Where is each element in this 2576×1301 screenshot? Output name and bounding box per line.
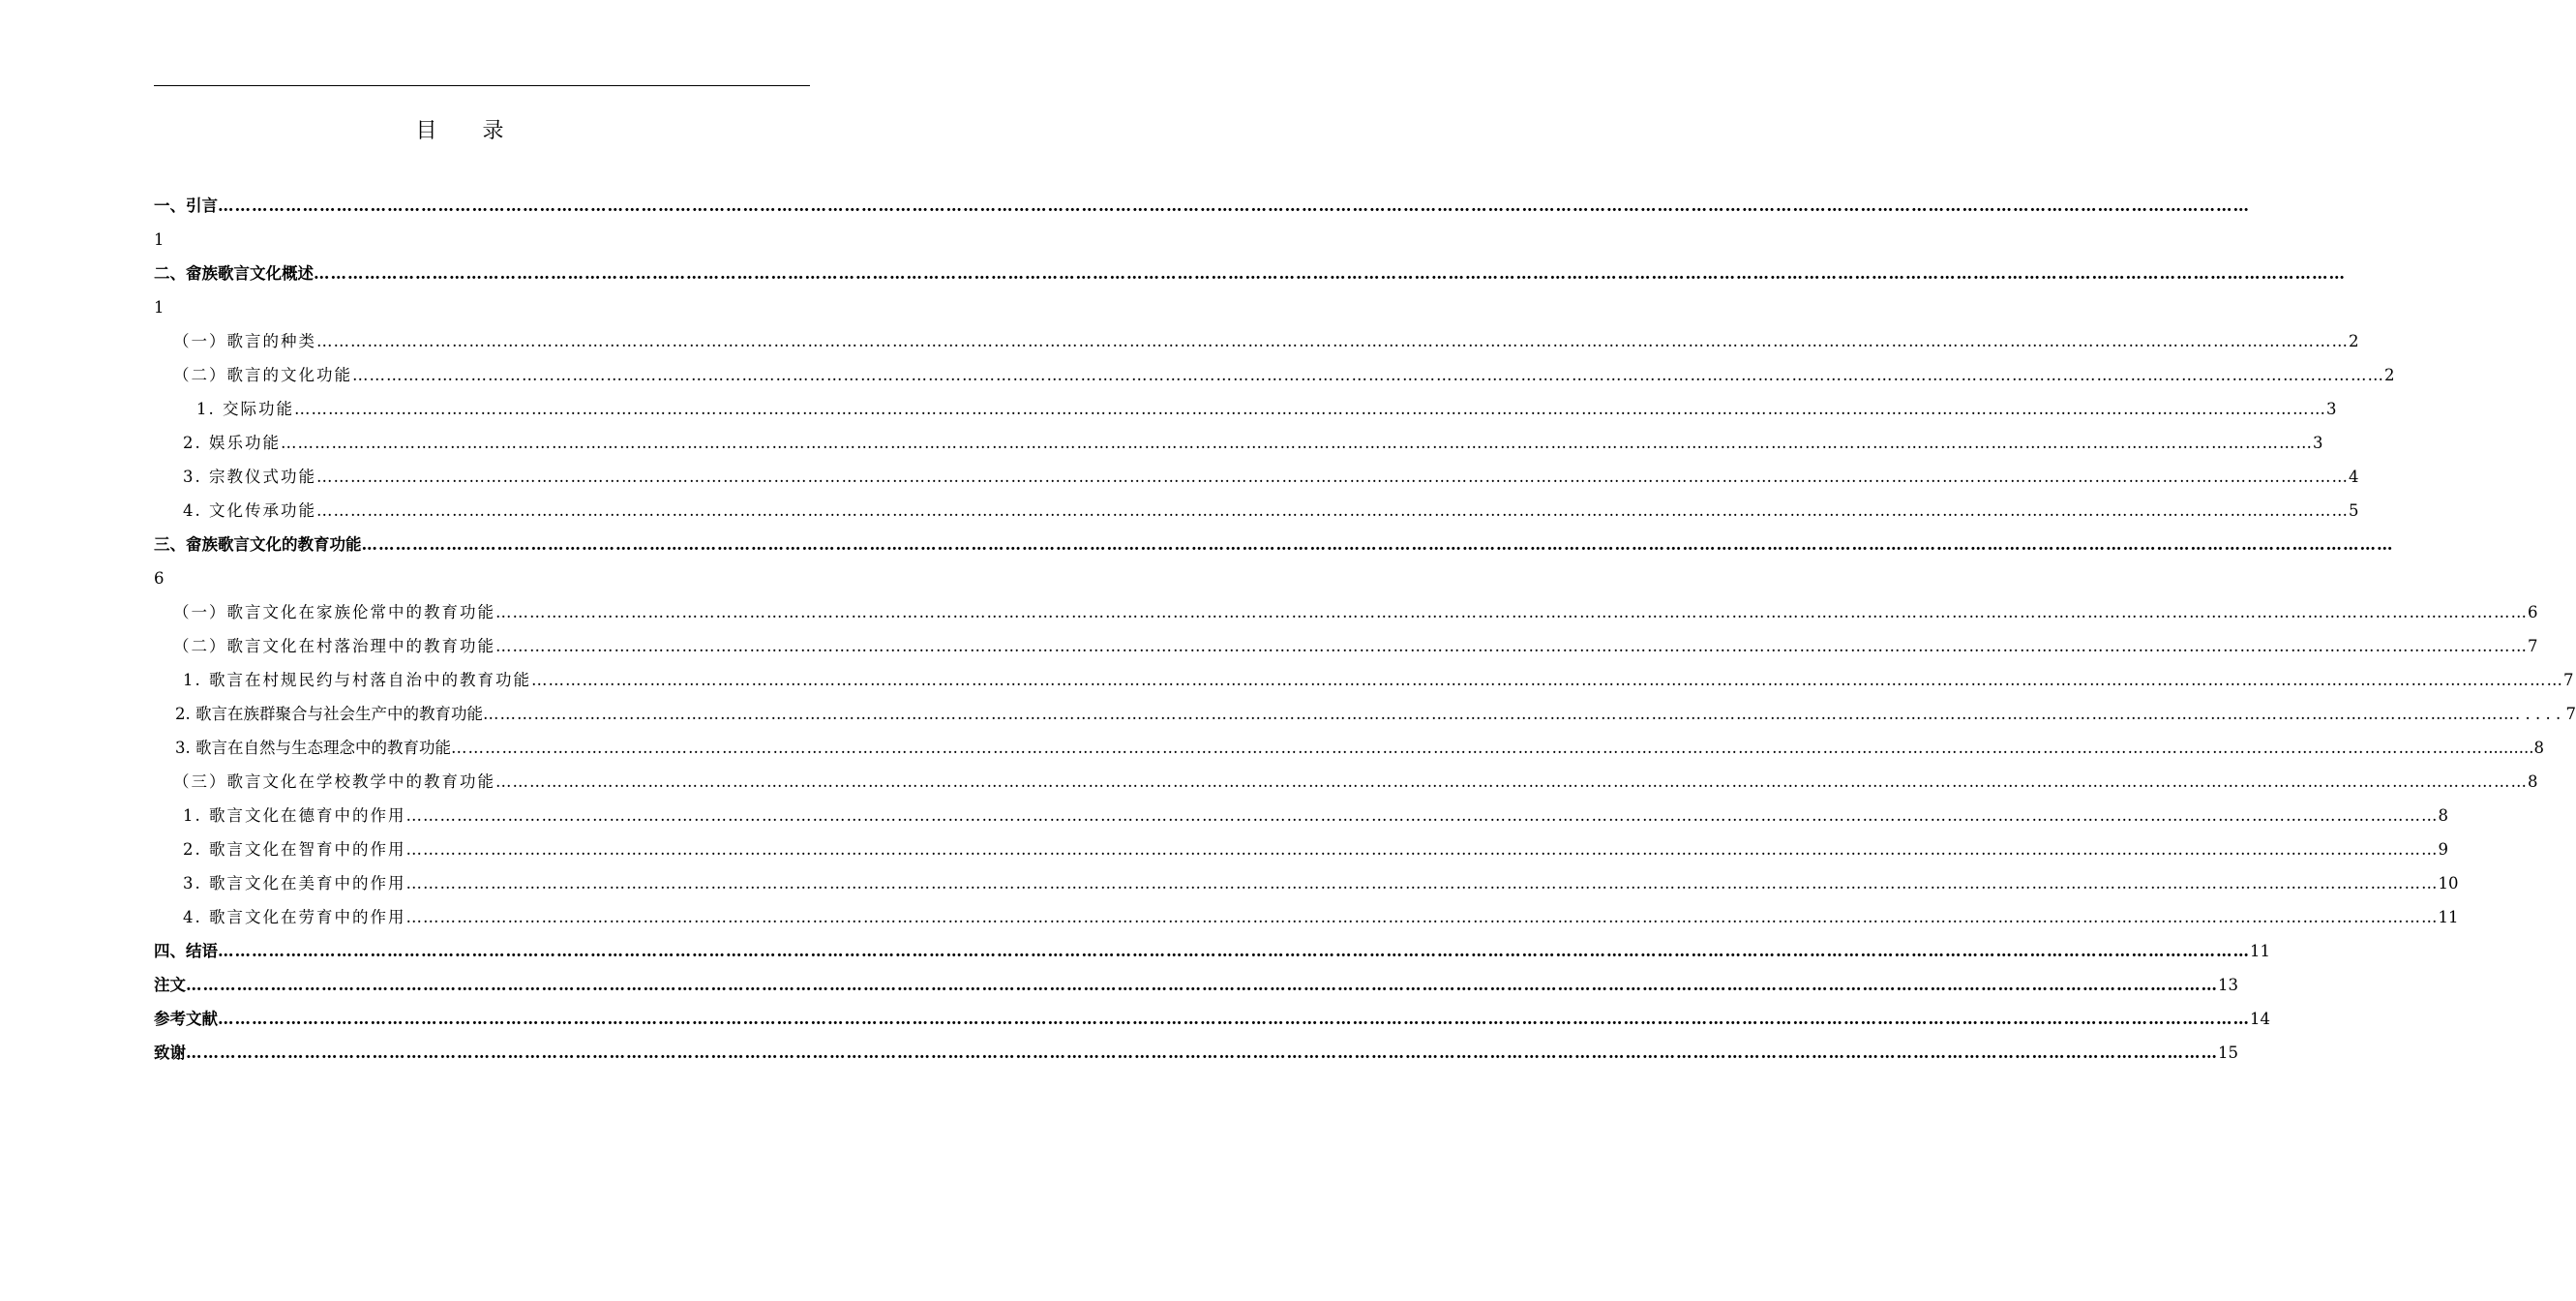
toc-page-number: 7 xyxy=(2528,637,2538,655)
toc-entry[interactable] xyxy=(154,318,2359,352)
toc-entry[interactable] xyxy=(154,183,2250,217)
toc-entry[interactable] xyxy=(154,962,2238,996)
toc-entry-label: 2. 歌言在族群聚合与社会生产中的教育功能 xyxy=(175,705,483,723)
toc-page-number: 3 xyxy=(2326,400,2337,418)
toc-entry-label: 致谢 xyxy=(154,1044,186,1062)
toc-dot-leader: ……………………………………………………………………………………………………………………………………………………………………………………………………………………………………………………………………………………………………………………………… xyxy=(495,772,2528,791)
toc-entry-label: 1. 歌言在村规民约与村落自治中的教育功能 xyxy=(183,671,531,689)
toc-entry-label: （三）歌言文化在学校教学中的教育功能 xyxy=(173,772,495,791)
toc-entry[interactable] xyxy=(154,996,2270,1030)
toc-entry-label: 4. 歌言文化在劳育中的作用 xyxy=(183,908,406,926)
toc-entry-label: 三、畲族歌言文化的教育功能 xyxy=(154,535,362,554)
toc-dot-leader: ……………………………………………………………………………………………………………………………………………………………………………………………………………………………………………………………………………………………………………………………… xyxy=(314,264,2346,283)
toc-entry-label: 2. 娱乐功能 xyxy=(183,434,281,452)
toc-dot-leader: ……………………………………………………………………………………………………………………………………………………………………………………………………………………………………………………………………………………………………………………………… xyxy=(186,976,2218,994)
toc-page-number: 2 xyxy=(2349,332,2359,350)
toc-dot-leader: ……………………………………………………………………………………………………………………………………………………………………………………………………………………………………………………………………………………………………………………………… xyxy=(495,637,2528,655)
toc-entry-label: （一）歌言文化在家族伦常中的教育功能 xyxy=(173,603,495,621)
toc-entry[interactable] xyxy=(154,793,2448,827)
toc-page-number: 11 xyxy=(2250,942,2270,960)
toc-entry[interactable] xyxy=(154,386,2337,420)
toc-entry[interactable] xyxy=(154,759,2538,793)
toc-page-number: 8 xyxy=(2528,772,2538,791)
toc-dot-leader: ……………………………………………………………………………………………………………………………………………………………………………………………………………………………………………………………………………………………………………………………… xyxy=(218,1010,2250,1028)
toc-entry[interactable] xyxy=(154,590,2538,623)
toc-dot-leader: ……………………………………………………………………………………………………………………………………………………………………………………………………………………………………………………………………………………………………………………………… xyxy=(405,806,2439,825)
toc-entry-label: 注文 xyxy=(154,976,186,994)
toc-entry-label: 3. 歌言文化在美育中的作用 xyxy=(183,874,406,893)
toc-entry-label: 一、引言 xyxy=(154,197,218,215)
toc-page-number: 1 xyxy=(154,230,165,249)
toc-page-number: 11 xyxy=(2438,908,2459,926)
toc-dot-leader: ……………………………………………………………………………………………………………………………………………………………………………………………………………………………………………………………………………………………………………………………… xyxy=(405,840,2439,859)
toc-page-number: ..........8 xyxy=(2483,739,2544,757)
toc-page-number: 15 xyxy=(2218,1044,2238,1062)
toc-entry[interactable] xyxy=(154,1030,2238,1064)
toc-entry[interactable] xyxy=(154,623,2538,657)
toc-dot-leader: ……………………………………………………………………………………………………………………………………………………………………………………………………………………………………………………………………………………………………………………………… xyxy=(316,501,2349,520)
toc-page-number: 2 xyxy=(2384,366,2395,384)
toc-entry-label: （二）歌言的文化功能 xyxy=(173,366,352,384)
toc-dot-leader: ……………………………………………………………………………………………………………………………………………………………………………………………………………………………………………………………………………………………………………………………… xyxy=(316,332,2349,350)
toc-page-number: 3 xyxy=(2313,434,2323,452)
toc-dot-leader: ……………………………………………………………………………………………………………………………………………………………………………………………………………………………………………………………………………………………………………………………… xyxy=(361,535,2394,554)
toc-entry[interactable] xyxy=(154,894,2459,928)
toc-entry-label: 四、结语 xyxy=(154,942,218,960)
toc-entry[interactable] xyxy=(154,725,2544,759)
toc-dot-leader: ……………………………………………………………………………………………………………………………………………………………………………………………………………………………………………………………………………………………………………………………… xyxy=(531,671,2563,689)
toc-entry-label: 参考文献 xyxy=(154,1010,218,1028)
toc-entry-label: 3. 歌言在自然与生态理念中的教育功能 xyxy=(175,739,451,757)
toc-dot-leader: ……………………………………………………………………………………………………………………………………………………………………………………………………………………………………………………………………………………………………………………………… xyxy=(218,942,2250,960)
toc-dot-leader: ……………………………………………………………………………………………………………………………………………………………………………………………………………………………………………………………………………………………………………………………… xyxy=(218,197,2250,215)
toc-entry-label: （二）歌言文化在村落治理中的教育功能 xyxy=(173,637,495,655)
toc-dot-leader: ……………………………………………………………………………………………………………………………………………………………………………………………………………………………………………………………………………………………………………………………… xyxy=(405,908,2439,926)
toc-entry-label: 4. 文化传承功能 xyxy=(183,501,316,520)
toc-page-number: 13 xyxy=(2218,976,2238,994)
toc-entry[interactable] xyxy=(154,522,2394,556)
toc-dot-leader: ……………………………………………………………………………………………………………………………………………………………………………………………………………………………………………………………………………………………………………………………… xyxy=(281,434,2313,452)
page-title: 目 录 xyxy=(415,119,524,143)
toc-page-number: 5 xyxy=(2349,501,2359,520)
toc-entry[interactable] xyxy=(154,352,2395,386)
toc-entry-label: 二、畲族歌言文化概述 xyxy=(154,264,314,283)
toc-page-number: 4 xyxy=(2349,468,2359,486)
toc-page-number: 8 xyxy=(2438,806,2448,825)
toc-entry-label: 3. 宗教仪式功能 xyxy=(183,468,316,486)
toc-entry[interactable] xyxy=(154,420,2323,454)
toc-page-number: 7 xyxy=(2563,671,2574,689)
toc-page-number: 10 xyxy=(2438,874,2459,893)
toc-entry-label: 2. 歌言文化在智育中的作用 xyxy=(183,840,406,859)
toc-entry-label: 1. 交际功能 xyxy=(196,400,294,418)
toc-entry[interactable] xyxy=(154,691,2576,725)
toc-entry[interactable] xyxy=(154,827,2448,861)
toc-entry-label: 1. 歌言文化在德育中的作用 xyxy=(183,806,406,825)
toc-page-number: 1 xyxy=(154,298,165,317)
toc-dot-leader: ……………………………………………………………………………………………………………………………………………………………………………………………………………………………………………………………………………………………………………………………… xyxy=(294,400,2326,418)
toc-entry[interactable] xyxy=(154,928,2270,962)
toc-entry-label: （一）歌言的种类 xyxy=(173,332,316,350)
toc-dot-leader: ……………………………………………………………………………………………………………………………………………………………………………………………………………………………………………………………………………………………………………………………… xyxy=(405,874,2439,893)
toc-dot-leader: ……………………………………………………………………………………………………………………………………………………………………………………………………………………………………………………………………………………………………………………………… xyxy=(316,468,2349,486)
toc-entry[interactable] xyxy=(154,251,2346,285)
toc-dot-leader: ……………………………………………………………………………………………………………………………………………………………………………………………………………………………………………………………………………………………………………………………… xyxy=(483,705,2515,723)
toc-page-number: . . . . . 7 xyxy=(2515,705,2576,723)
toc-page-number: 14 xyxy=(2250,1010,2270,1028)
toc-dot-leader: ……………………………………………………………………………………………………………………………………………………………………………………………………………………………………………………………………………………………………………………………… xyxy=(495,603,2528,621)
toc-dot-leader: ……………………………………………………………………………………………………………………………………………………………………………………………………………………………………………………………………………………………………………………………… xyxy=(186,1044,2218,1062)
toc-page-number: 9 xyxy=(2438,840,2448,859)
header-rule xyxy=(154,85,810,86)
toc-entry[interactable] xyxy=(154,861,2459,894)
toc-entry[interactable] xyxy=(154,657,2574,691)
toc-dot-leader: ……………………………………………………………………………………………………………………………………………………………………………………………………………………………………………………………………………………………………………………………… xyxy=(352,366,2384,384)
toc-entry[interactable] xyxy=(154,454,2359,488)
toc-page-number: 6 xyxy=(154,569,165,588)
toc-dot-leader: ……………………………………………………………………………………………………………………………………………………………………………………………………………………………………………………………………………………………………………………………… xyxy=(451,739,2483,757)
toc-page-number: 6 xyxy=(2528,603,2538,621)
table-of-contents xyxy=(154,183,2576,1064)
toc-entry[interactable] xyxy=(154,488,2359,522)
